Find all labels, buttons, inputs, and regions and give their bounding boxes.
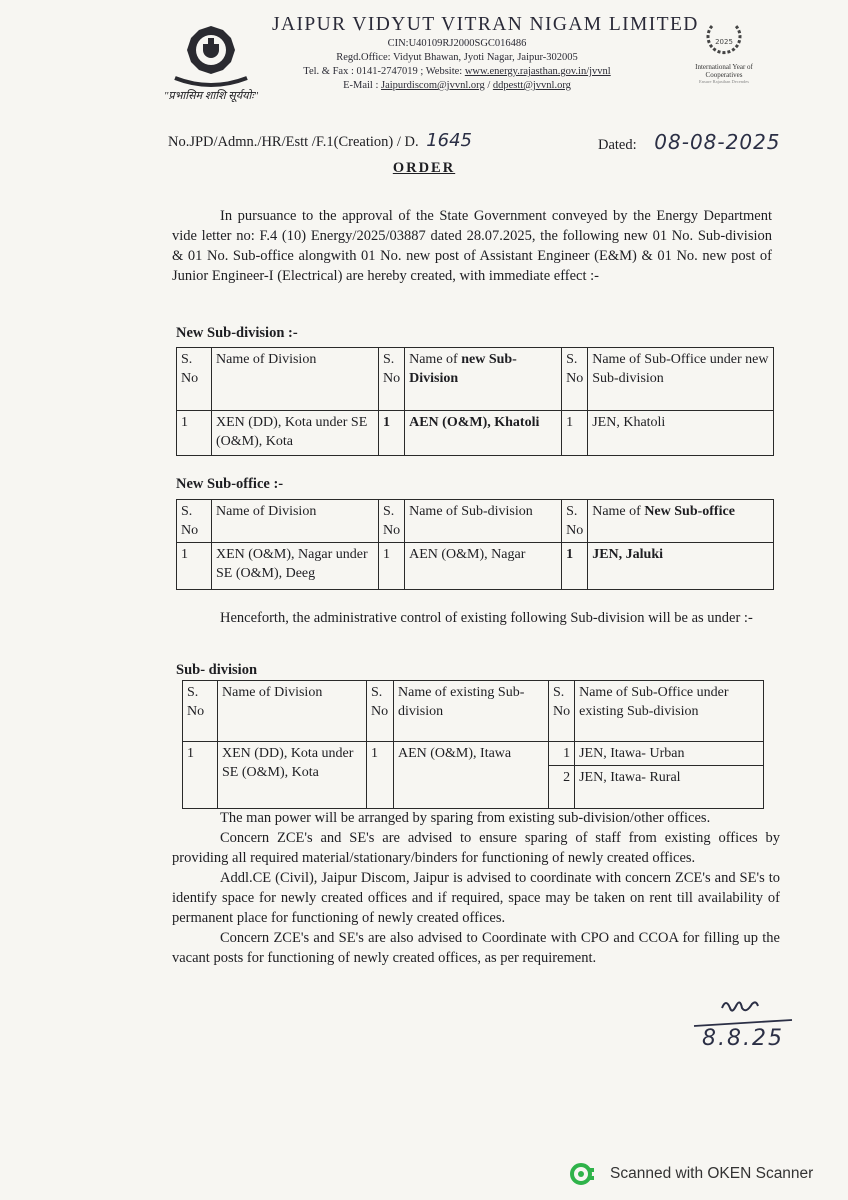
header-suboffice: Name of New Sub-office bbox=[588, 500, 774, 543]
paragraph-staff: Concern ZCE's and SE's are advised to ensure sparing of staff from existing offices by providing all required material/stationary/binders for functioning of newly created offices. bbox=[172, 830, 780, 866]
table-row bbox=[177, 411, 774, 456]
cell-sno: 1 bbox=[562, 411, 588, 456]
reference-date bbox=[598, 130, 781, 154]
header-suboffice: Name of Sub-Office under new Sub-division bbox=[588, 348, 774, 411]
website-link[interactable]: www.energy.rajasthan.gov.in/jvvnl bbox=[464, 66, 611, 77]
header-subdivision: Name of new Sub-Division bbox=[405, 348, 562, 411]
header-sno: S. No bbox=[379, 500, 405, 543]
tel-fax: Tel. & Fax : 0141-2747019 ; Website: bbox=[303, 66, 463, 77]
table-header-row bbox=[177, 500, 774, 543]
header-division: Name of Division bbox=[212, 348, 379, 411]
henceforth-paragraph: Henceforth, the administrative control of existing following Sub-division will be as under :- bbox=[220, 610, 753, 626]
email-line bbox=[272, 80, 642, 91]
cell-sno: 1 bbox=[562, 543, 588, 590]
header-sno: S. No bbox=[177, 348, 212, 411]
cell-subdivision: AEN (O&M), Nagar bbox=[405, 543, 562, 590]
signature bbox=[688, 996, 808, 1056]
header-sno: S. No bbox=[367, 681, 394, 742]
header-division: Name of Division bbox=[218, 681, 367, 742]
header-subdivision: Name of existing Sub-division bbox=[394, 681, 549, 742]
email-link-2[interactable]: ddpestt@jvvnl.org bbox=[492, 80, 571, 91]
cell-sno: 1 bbox=[549, 742, 575, 766]
iyc-year: 2025 bbox=[715, 38, 733, 46]
header-sno: S. No bbox=[562, 500, 588, 543]
email-label: E-Mail : bbox=[343, 80, 379, 91]
cell-division: XEN (DD), Kota under SE (O&M), Kota bbox=[212, 411, 379, 456]
iyc-emblem-icon bbox=[702, 18, 746, 58]
intro-paragraph: In pursuance to the approval of the State Government conveyed by the Energy Department vide letter no: F.4 (10) Energy/2025/03887 dated 28.07.2025, the following new 01 No. Sub-division & 01 No. Sub-office alongwith 01 No. new post of Assistant Engineer (E&M) & 01 No. new post of Junior Engineer-I (Electrical) are hereby created, with immediate effect :- bbox=[172, 208, 772, 284]
paragraph-vacant-posts: Concern ZCE's and SE's are also advised to Coordinate with CPO and CCOA for filling up the vacant posts for functioning of newly created offices, as per requirement. bbox=[172, 930, 780, 966]
header-sno: S. No bbox=[549, 681, 575, 742]
reference-handwritten: 1645 bbox=[426, 130, 473, 151]
cell-suboffice: JEN, Itawa- Rural bbox=[575, 766, 764, 809]
oken-scanner-icon bbox=[570, 1162, 600, 1186]
new-subdivision-heading: New Sub-division :- bbox=[176, 325, 298, 341]
company-logo bbox=[165, 24, 257, 92]
table-header-row bbox=[177, 348, 774, 411]
iyc-subtitle: Ensure Rajasthan Decendes bbox=[699, 79, 749, 84]
cell-suboffice: JEN, Jaluki bbox=[588, 543, 774, 590]
subdivision-heading: Sub- division bbox=[176, 662, 258, 678]
date-label: Dated: bbox=[598, 137, 637, 153]
office-address: Regd.Office: Vidyut Bhawan, Jyoti Nagar, Jaipur-302005 bbox=[336, 52, 578, 63]
new-subdivision-table bbox=[176, 347, 774, 456]
new-suboffice-table bbox=[176, 499, 774, 590]
closing-paragraphs bbox=[172, 808, 780, 968]
cell-division: XEN (O&M), Nagar under SE (O&M), Deeg bbox=[212, 543, 379, 590]
company-name: JAIPUR VIDYUT VITRAN NIGAM LIMITED bbox=[272, 14, 699, 35]
header-sno: S. No bbox=[183, 681, 218, 742]
reference-number bbox=[168, 130, 472, 151]
cell-sno: 1 bbox=[177, 411, 212, 456]
cell-suboffice: JEN, Khatoli bbox=[588, 411, 774, 456]
cell-sno: 1 bbox=[183, 742, 218, 809]
email-separator: / bbox=[487, 80, 491, 91]
iyc-title: International Year of Cooperatives bbox=[695, 63, 753, 79]
header-sno: S. No bbox=[562, 348, 588, 411]
cell-sno: 2 bbox=[549, 766, 575, 809]
paragraph-space: Addl.CE (Civil), Jaipur Discom, Jaipur is advised to coordinate with concern ZCE's and SE's to identify space for newly created offices and if required, space may be taken on rent till availability of permanent place for functioning of newly created offices. bbox=[172, 870, 780, 926]
table-row bbox=[183, 742, 764, 766]
iyc-logo bbox=[682, 18, 766, 84]
signature-date: 8.8.25 bbox=[702, 1026, 784, 1051]
cell-sno: 1 bbox=[379, 411, 405, 456]
email-link-1[interactable]: Jaipurdiscom@jvvnl.org bbox=[381, 80, 485, 91]
new-suboffice-heading: New Sub-office :- bbox=[176, 476, 284, 492]
paragraph-manpower: The man power will be arranged by sparing from existing sub-division/other offices. bbox=[220, 810, 711, 826]
cell-subdivision: AEN (O&M), Khatoli bbox=[405, 411, 562, 456]
table-row bbox=[177, 543, 774, 590]
header-subdivision: Name of Sub-division bbox=[405, 500, 562, 543]
cell-subdivision: AEN (O&M), Itawa bbox=[394, 742, 549, 809]
scanner-footer bbox=[570, 1162, 813, 1186]
cell-sno: 1 bbox=[177, 543, 212, 590]
date-handwritten: 08-08-2025 bbox=[654, 130, 781, 154]
cell-division: XEN (DD), Kota under SE (O&M), Kota bbox=[218, 742, 367, 809]
logo-motto: "प्रभासिम शाशि सूर्ययोः" bbox=[163, 90, 259, 102]
cell-suboffice: JEN, Itawa- Urban bbox=[575, 742, 764, 766]
order-title: ORDER bbox=[392, 160, 456, 176]
header-suboffice: Name of Sub-Office under existing Sub-division bbox=[575, 681, 764, 742]
header-sno: S. No bbox=[379, 348, 405, 411]
cin-number: CIN:U40109RJ2000SGC016486 bbox=[387, 38, 527, 49]
cell-sno: 1 bbox=[379, 543, 405, 590]
cell-sno: 1 bbox=[367, 742, 394, 809]
table-header-row bbox=[183, 681, 764, 742]
header-sno: S. No bbox=[177, 500, 212, 543]
existing-subdivision-table bbox=[182, 680, 764, 809]
header-division: Name of Division bbox=[212, 500, 379, 543]
reference-label: No.JPD/Admn./HR/Estt /F.1(Creation) / D. bbox=[168, 134, 419, 150]
contact-line bbox=[272, 66, 642, 77]
scanner-text: Scanned with OKEN Scanner bbox=[610, 1165, 814, 1182]
